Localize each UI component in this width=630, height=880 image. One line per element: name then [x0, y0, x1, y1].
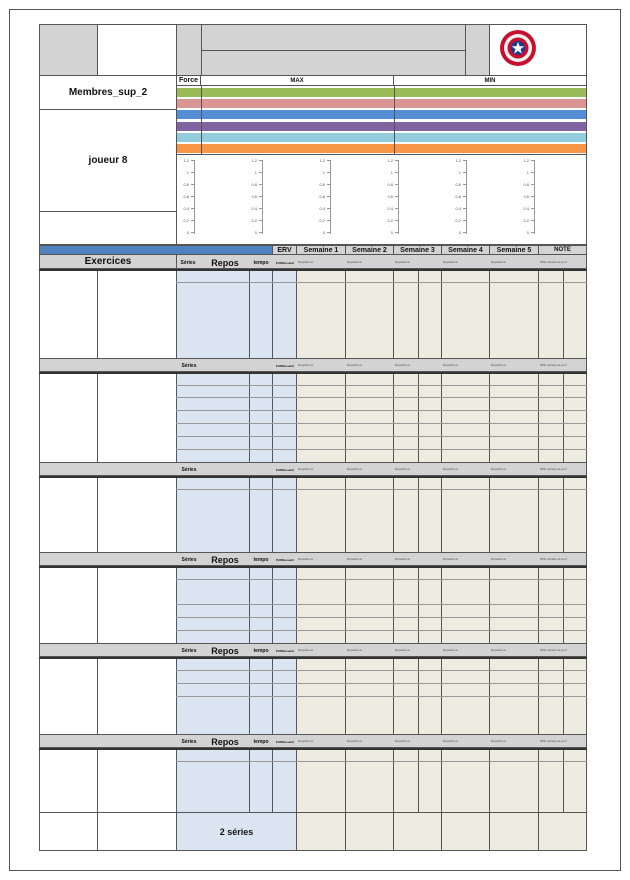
mini-chart-axis: [262, 160, 263, 234]
mini-chart-tick: 0.4: [319, 206, 325, 211]
mini-chart-tick: 0.8: [523, 182, 529, 187]
mini-chart-tick: 0.4: [455, 206, 461, 211]
block-top-border: [39, 372, 587, 374]
row-line: [176, 696, 587, 697]
header-title-cell: [201, 24, 466, 51]
footer-ex-cell-b[interactable]: [97, 812, 177, 851]
series-header-row: [39, 462, 587, 476]
mini-chart-tick: 0.6: [455, 194, 461, 199]
rep-label: Répétitions: [443, 260, 459, 264]
erv-header: ERV: [272, 245, 297, 255]
rep-label: Répétitions: [395, 467, 411, 471]
rep-label: Répétitions: [395, 557, 411, 561]
header-gray-narrow: [176, 24, 202, 76]
exercise-cell-a[interactable]: [39, 269, 98, 359]
row-line: [176, 385, 587, 386]
final-series: 2 séries: [176, 812, 297, 851]
mini-chart-axis: [534, 160, 535, 234]
row-line: [176, 436, 587, 437]
mini-chart-tick: 0: [254, 230, 257, 235]
rpe-label: RPE échelle de perf: [540, 260, 567, 264]
force-table: [176, 75, 587, 155]
mini-chart-tick: 0.6: [319, 194, 325, 199]
mini-chart-tick: 0.8: [455, 182, 461, 187]
logo-cell-empty: [97, 24, 177, 76]
rpe-label: RPE échelle de perf: [540, 467, 567, 471]
block-top-border: [39, 566, 587, 568]
week-cell[interactable]: [393, 476, 419, 553]
mini-chart-tick: 0.4: [387, 206, 393, 211]
mini-chart-tick: 1: [254, 170, 257, 175]
rep-label: Répétitions: [298, 260, 314, 264]
rep-label: Répétitions: [395, 363, 411, 367]
week-3-header: Semaine 3: [393, 245, 442, 255]
rep-label: Répétitions: [491, 739, 507, 743]
mini-chart-4: [381, 155, 449, 244]
small-col-label: Pdf/Ressenti: [275, 739, 295, 744]
series-header-row: [39, 552, 587, 566]
mini-chart-tick: 0.2: [251, 218, 257, 223]
exercise-cell-a[interactable]: [39, 748, 98, 813]
week-cell[interactable]: [393, 566, 419, 644]
series-cell[interactable]: [176, 476, 250, 553]
mini-chart-tick: 0.4: [183, 206, 189, 211]
exercise-cell-b[interactable]: [97, 269, 177, 359]
week-cell[interactable]: [538, 476, 564, 553]
footer-week-5[interactable]: [489, 812, 539, 851]
footer-week-2[interactable]: [345, 812, 394, 851]
mini-chart-tick: 0.6: [523, 194, 529, 199]
rep-label: Répétitions: [395, 648, 411, 652]
rep-label: Répétitions: [443, 648, 459, 652]
week-cell[interactable]: [418, 566, 442, 644]
block-top-border: [39, 657, 587, 659]
rep-label: Répétitions: [443, 467, 459, 471]
erv-cell[interactable]: [272, 566, 297, 644]
week-cell[interactable]: [441, 748, 490, 813]
series-label: Séries: [181, 738, 197, 745]
block-top-border: [39, 269, 587, 271]
mini-chart-tick: 1.2: [523, 158, 529, 163]
mini-chart-tick: 1.2: [319, 158, 325, 163]
mini-chart-1: [177, 155, 245, 244]
rep-label: Répétitions: [395, 260, 411, 264]
week-cell[interactable]: [489, 566, 539, 644]
week-cell[interactable]: [538, 748, 564, 813]
mini-chart-tick: 0.8: [251, 182, 257, 187]
footer-week-4[interactable]: [441, 812, 490, 851]
rep-label: Répétitions: [491, 260, 507, 264]
small-col-label: Pdf/Ressenti: [275, 363, 295, 368]
group-name: Membres_sup_2: [39, 75, 177, 110]
exercise-cell-b[interactable]: [97, 476, 177, 553]
row-line: [176, 630, 587, 631]
force-band-2: [177, 99, 586, 108]
row-line: [176, 282, 587, 283]
exercices-header: Exercices: [39, 254, 177, 269]
week-cell[interactable]: [418, 748, 442, 813]
exercise-cell-b[interactable]: [97, 566, 177, 644]
rep-label: Répétitions: [491, 467, 507, 471]
week-cell[interactable]: [296, 476, 346, 553]
row-line: [176, 410, 587, 411]
tempo-cell[interactable]: [249, 476, 273, 553]
rep-label: Répétitions: [298, 557, 314, 561]
rpe-label: RPE échelle de perf: [540, 739, 567, 743]
mini-chart-3: [313, 155, 381, 244]
note-header: NOTE: [538, 245, 587, 255]
mini-chart-tick: 0.2: [455, 218, 461, 223]
block-top-border: [39, 476, 587, 478]
force-label: Force: [177, 76, 201, 86]
tempo-label: tempo: [253, 647, 269, 654]
player-name: joueur 8: [39, 109, 177, 212]
mini-chart-5: [449, 155, 517, 244]
mini-chart-tick: 1: [322, 170, 325, 175]
force-band-5: [177, 133, 586, 142]
row-line: [176, 683, 587, 684]
rep-label: Répétitions: [298, 363, 314, 367]
rep-label: Répétitions: [443, 739, 459, 743]
week-cell[interactable]: [563, 748, 587, 813]
mini-chart-axis: [398, 160, 399, 234]
week-cell[interactable]: [441, 566, 490, 644]
week-cell[interactable]: [345, 476, 394, 553]
mini-chart-2: [245, 155, 313, 244]
series-label: Séries: [181, 362, 197, 369]
mini-chart-axis: [330, 160, 331, 234]
series-label: Séries: [181, 556, 197, 563]
week-5-header: Semaine 5: [489, 245, 539, 255]
row-line: [176, 604, 587, 605]
mini-chart-tick: 0.2: [523, 218, 529, 223]
header-gray-right: [465, 24, 490, 76]
row-line: [176, 670, 587, 671]
columns-header-row: [176, 254, 587, 269]
week-cell[interactable]: [441, 476, 490, 553]
small-col-label: Pdf/Ressenti: [275, 467, 295, 472]
rep-label: Répétitions: [347, 467, 363, 471]
series-header-row: [39, 358, 587, 372]
force-band-3: [177, 110, 586, 119]
footer-week-1[interactable]: [296, 812, 346, 851]
row-line: [176, 761, 587, 762]
repos-label: Repos: [211, 645, 239, 656]
force-band-4: [177, 122, 586, 131]
tempo-cell[interactable]: [249, 566, 273, 644]
row-line: [176, 423, 587, 424]
erv-cell[interactable]: [272, 748, 297, 813]
repos-label: Repos: [211, 554, 239, 565]
small-col-label: Pdf/Ressenti: [275, 557, 295, 562]
mini-chart-tick: 1.2: [387, 158, 393, 163]
min-label: MIN: [394, 76, 586, 86]
rep-label: Répétitions: [491, 363, 507, 367]
rep-label: Répétitions: [443, 363, 459, 367]
exercise-cell-a[interactable]: [39, 566, 98, 644]
row-line: [176, 397, 587, 398]
mini-charts-area: [176, 154, 587, 245]
exercise-cell-a[interactable]: [39, 657, 98, 735]
mini-chart-tick: 0.8: [387, 182, 393, 187]
mini-chart-tick: 0: [390, 230, 393, 235]
footer-week-3[interactable]: [393, 812, 442, 851]
erv-cell[interactable]: [272, 476, 297, 553]
mini-chart-6: [517, 155, 585, 244]
exercise-cell-b[interactable]: [97, 748, 177, 813]
rpe-label: RPE échelle de perf: [540, 648, 567, 652]
force-band-1: [177, 88, 586, 97]
row-line: [176, 617, 587, 618]
block-top-border: [39, 748, 587, 750]
mini-chart-tick: 0: [526, 230, 529, 235]
rep-label: Répétitions: [491, 557, 507, 561]
week-2-header: Semaine 2: [345, 245, 394, 255]
week-cell[interactable]: [345, 748, 394, 813]
emblem-cell: [489, 24, 587, 76]
exercise-cell-b[interactable]: [97, 372, 177, 463]
week-cell[interactable]: [563, 476, 587, 553]
series-label: Séries: [180, 259, 196, 266]
max-label: MAX: [201, 76, 394, 86]
rep-label: Répétitions: [347, 363, 363, 367]
rep-label: Répétitions: [491, 648, 507, 652]
mini-chart-tick: 0.2: [319, 218, 325, 223]
exercise-cell-a[interactable]: [39, 372, 98, 463]
rpe-label: RPE échelle de perf: [540, 363, 567, 367]
exercise-cell-a[interactable]: [39, 476, 98, 553]
mini-chart-tick: 0: [458, 230, 461, 235]
exercise-cell-b[interactable]: [97, 657, 177, 735]
max-min-divider: [394, 86, 395, 154]
week-cell[interactable]: [296, 748, 346, 813]
row-line: [176, 489, 587, 490]
rep-label: Répétitions: [298, 467, 314, 471]
week-cell[interactable]: [563, 566, 587, 644]
mini-chart-tick: 0.2: [183, 218, 189, 223]
week-1-header: Semaine 1: [296, 245, 346, 255]
tempo-label: tempo: [253, 556, 269, 563]
week-cell[interactable]: [418, 476, 442, 553]
rep-label: Répétitions: [298, 739, 314, 743]
mini-chart-tick: 1.2: [183, 158, 189, 163]
repos-label: Repos: [211, 257, 239, 268]
row-line: [176, 579, 587, 580]
tempo-label: tempo: [253, 738, 269, 745]
mini-chart-tick: 0.4: [251, 206, 257, 211]
mini-chart-axis: [194, 160, 195, 234]
mini-chart-tick: 1.2: [455, 158, 461, 163]
rep-label: Répétitions: [298, 648, 314, 652]
tempo-cell[interactable]: [249, 748, 273, 813]
footer-note[interactable]: [538, 812, 587, 851]
series-header-row: [39, 643, 587, 657]
mini-chart-tick: 0: [322, 230, 325, 235]
mini-chart-tick: 1: [526, 170, 529, 175]
header-subtitle-cell: [201, 50, 466, 76]
week-cell[interactable]: [489, 476, 539, 553]
rep-label: Répétitions: [395, 739, 411, 743]
series-label: Séries: [181, 466, 197, 473]
rpe-label: RPE échelle de perf: [540, 557, 567, 561]
series-cell[interactable]: [176, 566, 250, 644]
force-band-6: [177, 144, 586, 153]
mini-chart-tick: 0.8: [183, 182, 189, 187]
mini-chart-tick: 0.6: [387, 194, 393, 199]
mini-chart-tick: 0.2: [387, 218, 393, 223]
mini-chart-tick: 1.2: [251, 158, 257, 163]
small-col-label: Pdf/Ressenti: [275, 648, 295, 653]
shield-emblem-icon: [499, 29, 537, 67]
series-header-row: [39, 734, 587, 748]
mini-chart-tick: 0.4: [523, 206, 529, 211]
rep-label: Répétitions: [347, 648, 363, 652]
week-4-header: Semaine 4: [441, 245, 490, 255]
mini-chart-tick: 0.6: [183, 194, 189, 199]
mini-chart-tick: 1: [390, 170, 393, 175]
info-empty-cell: [39, 211, 177, 245]
week-cell[interactable]: [538, 566, 564, 644]
mini-chart-tick: 0: [186, 230, 189, 235]
week-cell[interactable]: [296, 566, 346, 644]
week-cell[interactable]: [393, 748, 419, 813]
mini-chart-tick: 1: [458, 170, 461, 175]
rep-label: Répétitions: [347, 739, 363, 743]
rep-label: Répétitions: [347, 557, 363, 561]
header-gray-cell: [39, 24, 98, 76]
row-line: [176, 449, 587, 450]
repos-label: Repos: [211, 736, 239, 747]
tempo-label: tempo: [253, 259, 269, 266]
mini-chart-tick: 0.8: [319, 182, 325, 187]
rep-label: Répétitions: [443, 557, 459, 561]
week-cell[interactable]: [489, 748, 539, 813]
small-col-label: Pdf/Ressenti: [275, 260, 295, 265]
force-divider: [201, 86, 202, 154]
series-cell[interactable]: [176, 748, 250, 813]
series-label: Séries: [181, 647, 197, 654]
mini-chart-tick: 0.6: [251, 194, 257, 199]
mini-chart-tick: 1: [186, 170, 189, 175]
week-cell[interactable]: [345, 566, 394, 644]
rep-label: Répétitions: [347, 260, 363, 264]
footer-ex-cell-a[interactable]: [39, 812, 98, 851]
mini-chart-axis: [466, 160, 467, 234]
